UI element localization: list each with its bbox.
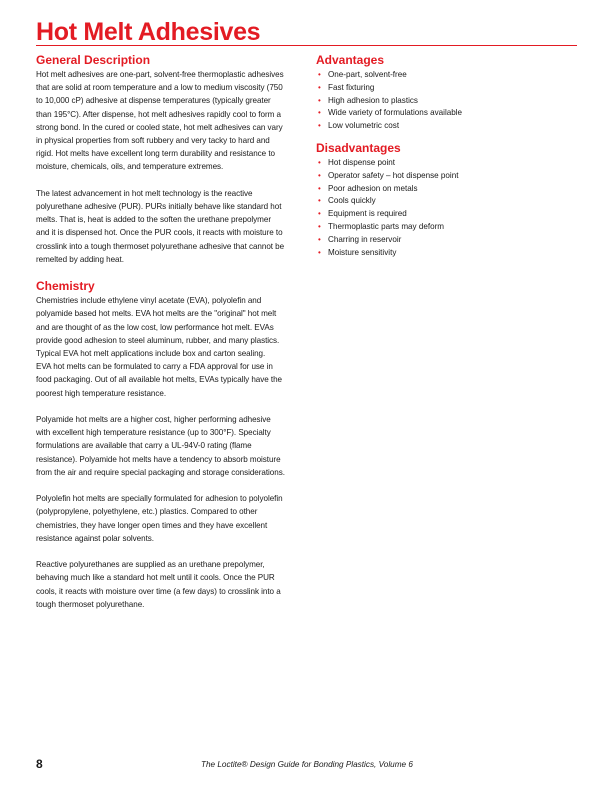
bullet-icon: •	[318, 196, 321, 206]
general-description-paragraph-1	[36, 68, 286, 174]
list-item-label: Equipment is required	[328, 209, 407, 219]
chemistry-paragraph-1	[36, 294, 286, 400]
bullet-icon: •	[318, 209, 321, 219]
bullet-icon: •	[318, 70, 321, 79]
list-item-label: Poor adhesion on metals	[328, 183, 418, 193]
text-line: that are solid at room temperature and a low to medium viscosity (750	[36, 83, 283, 93]
text-line: melts. That is, heat is added to the soften the urethane prepolymer	[36, 215, 271, 225]
text-line: with excellent high temperature resistance (up to 300°F). Specialty	[36, 428, 271, 438]
footer-title: The Loctite® Design Guide for Bonding Plastics, Volume 6	[201, 760, 413, 769]
bullet-icon: •	[318, 121, 321, 131]
disadvantages-heading: Disadvantages	[316, 140, 401, 155]
list-item	[316, 157, 578, 170]
text-line: chemistries, they have longer open times and they have excellent	[36, 520, 268, 530]
text-line: provide good adhesion to steel aluminum, rubber, and many plastics.	[36, 335, 280, 345]
list-item-label: Fast fixturing	[328, 82, 375, 92]
list-item-label: Moisture sensitivity	[328, 247, 397, 257]
page-title: Hot Melt Adhesives	[36, 18, 261, 46]
advantages-heading: Advantages	[316, 53, 385, 67]
chemistry-paragraph-3	[36, 492, 286, 545]
list-item-label: High adhesion to plastics	[328, 95, 418, 105]
chemistry-paragraph-4	[36, 558, 286, 611]
right-column	[316, 53, 578, 259]
list-item-label: One-part, solvent-free	[328, 70, 407, 79]
list-item	[316, 120, 578, 133]
list-item	[316, 221, 578, 234]
disadvantages-list	[316, 157, 578, 259]
bullet-icon: •	[318, 82, 321, 92]
text-line: food packaging. Out of all available hot melts, EVAs typically have the	[36, 375, 282, 385]
general-description-heading: General Description	[36, 53, 151, 67]
list-item	[316, 107, 578, 120]
bullet-icon: •	[318, 95, 321, 105]
list-item	[316, 82, 578, 95]
left-column	[36, 53, 286, 624]
bullet-icon: •	[318, 170, 321, 180]
text-line: and it is dispensed hot. Once the PUR cools, it reacts with moisture to	[36, 228, 283, 238]
text-line: Polyolefin hot melts are specially formulated for adhesion to polyolefin	[36, 494, 283, 504]
text-line: formulations are available that carry a UL-94V-0 rating (flame	[36, 441, 252, 451]
advantages-list	[316, 69, 578, 133]
text-line: moisture, chemicals, oils, and temperature extremes.	[36, 162, 224, 172]
list-item	[316, 183, 578, 196]
bullet-icon: •	[318, 157, 321, 167]
text-line: tough thermoset polyurethane.	[36, 599, 145, 609]
text-line: in physical properties from soft rubbery and very tacky to hard and	[36, 136, 270, 146]
chemistry-heading: Chemistry	[36, 279, 95, 294]
text-line: Reactive polyurethanes are supplied as an urethane prepolymer,	[36, 560, 265, 570]
text-line: and are thought of as the low cost, low performance hot melt. EVAs	[36, 322, 274, 332]
text-line: resistance against polar solvents.	[36, 533, 154, 543]
title-divider	[36, 45, 577, 46]
text-line: polyamide based hot melts. EVA hot melts are the "original" hot melt	[36, 309, 277, 319]
text-line: Polyamide hot melts are a higher cost, higher performing adhesive	[36, 415, 271, 425]
page-number: 8	[36, 757, 43, 771]
list-item	[316, 234, 578, 247]
list-item-label: Wide variety of formulations available	[328, 108, 463, 118]
list-item-label: Operator safety – hot dispense point	[328, 170, 459, 180]
general-description-paragraph-2	[36, 187, 286, 266]
list-item-label: Charring in reservoir	[328, 234, 402, 244]
text-line: crosslink into a tough thermoset polyurethane adhesive that cannot be	[36, 241, 285, 251]
list-item-label: Thermoplastic parts may deform	[328, 221, 445, 231]
text-line: Hot melt adhesives are one-part, solvent-free thermoplastic adhesives	[36, 70, 284, 79]
bullet-icon: •	[318, 234, 321, 244]
list-item	[316, 69, 578, 82]
bullet-icon: •	[318, 221, 321, 231]
list-item	[316, 95, 578, 108]
list-item	[316, 247, 578, 260]
text-line: The latest advancement in hot melt technology is the reactive	[36, 188, 253, 198]
text-line: resistance). Polyamide hot melts have a tendency to absorb moisture	[36, 454, 281, 464]
list-item	[316, 208, 578, 221]
list-item-label: Hot dispense point	[328, 157, 396, 167]
text-line: polyurethane adhesive (PUR). PURs initially behave like standard hot	[36, 202, 282, 212]
text-line: to 10,000 cP) adhesive at dispense temperatures (typically greater	[36, 96, 271, 106]
list-item-label: Cools quickly	[328, 196, 376, 206]
text-line: EVA hot melts can be formulated to carry a FDA approval for use in	[36, 362, 273, 372]
bullet-icon: •	[318, 108, 321, 118]
text-line: Typical EVA hot melt applications include box and carton sealing.	[36, 349, 266, 359]
text-line: behaving much like a standard hot melt until it cools. Once the PUR	[36, 573, 275, 583]
text-line: rigid. Hot melts have excellent long term durability and resistance to	[36, 149, 275, 159]
list-item-label: Low volumetric cost	[328, 121, 400, 131]
text-line: (polypropylene, polyethylene, etc.) plastics. Compared to other	[36, 507, 258, 517]
bullet-icon: •	[318, 247, 321, 257]
bullet-icon: •	[318, 183, 321, 193]
text-line: than 195°C). After dispense, hot melt adhesives rapidly cool to form a	[36, 109, 281, 119]
chemistry-paragraph-2	[36, 413, 286, 479]
text-line: poorest high temperature resistance.	[36, 388, 167, 398]
text-line: cools, it reacts with moisture over time (a few days) to crosslink into a	[36, 586, 281, 596]
list-item	[316, 195, 578, 208]
text-line: remelted by adding heat.	[36, 254, 124, 264]
text-line: Chemistries include ethylene vinyl acetate (EVA), polyolefin and	[36, 296, 262, 306]
text-line: strong bond. In the cured or cooled state, hot melt adhesives can vary	[36, 122, 283, 132]
list-item	[316, 170, 578, 183]
text-line: from the air and require special packaging and storage considerations.	[36, 467, 285, 477]
